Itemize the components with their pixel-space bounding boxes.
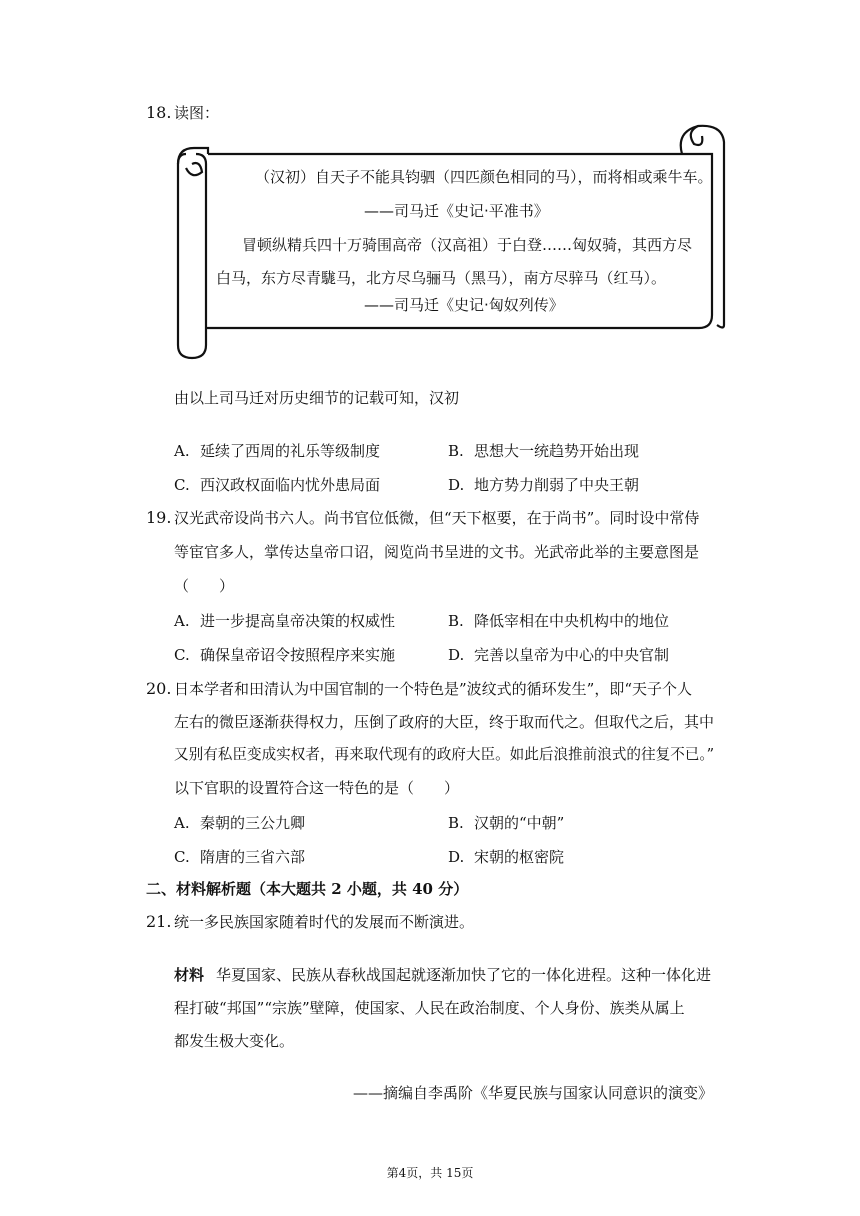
question-19-line-1: 汉光武帝设尚书六人。尚书官位低微，但“天下枢要，在于尚书”。同时设中常侍 — [174, 509, 700, 527]
q18-option-c[interactable] — [174, 474, 380, 495]
question-19-answer-blank: （ ） — [174, 577, 235, 595]
option-label: A. — [174, 612, 190, 630]
option-label: D. — [448, 848, 465, 866]
question-19-line-2: 等宦官多人，掌传达皇帝口诏，阅览尚书呈进的文书。光武帝此举的主要意图是 — [174, 543, 700, 561]
option-label: B. — [448, 442, 464, 460]
q19-option-d[interactable] — [448, 644, 669, 665]
section-heading: 二、材料解析题（本大题共 2 小题，共 40 分） — [146, 880, 469, 898]
option-label: C. — [174, 848, 190, 866]
scroll-line-1: （汉初）自天子不能具钧驷（四匹颜色相同的马），而将相或乘牛车。 — [255, 168, 713, 186]
question-number-20: 20. — [146, 679, 172, 698]
question-18-prompt: 由以上司马迁对历史细节的记载可知，汉初 — [174, 389, 460, 407]
option-text: 西汉政权面临内忧外患局面 — [200, 476, 381, 494]
option-text: 进一步提高皇帝决策的权威性 — [200, 612, 396, 630]
scroll-source-2: ——司马迁《史记·匈奴列传》 — [364, 296, 564, 314]
material-label: 材料 — [174, 966, 205, 984]
q19-option-a[interactable] — [174, 610, 395, 631]
q20-option-b[interactable] — [448, 812, 564, 833]
option-text: 延续了西周的礼乐等级制度 — [200, 442, 381, 460]
option-label: C. — [174, 646, 190, 664]
option-label: B. — [448, 612, 464, 630]
scroll-figure — [172, 120, 732, 360]
q20-option-a[interactable] — [174, 812, 305, 833]
q19-option-c[interactable] — [174, 644, 395, 665]
option-label: C. — [174, 476, 190, 494]
option-label: D. — [448, 476, 465, 494]
option-text: 地方势力削弱了中央王朝 — [474, 476, 640, 494]
option-text: 秦朝的三公九卿 — [200, 814, 306, 832]
q19-option-b[interactable] — [448, 610, 669, 631]
q18-option-a[interactable] — [174, 440, 380, 461]
question-20-line-1: 日本学者和田清认为中国官制的一个特色是”波纹式的循环发生”，即“天子个人 — [174, 680, 693, 698]
question-number-19: 19. — [146, 508, 172, 527]
option-text: 宋朝的枢密院 — [474, 848, 565, 866]
option-text: 降低宰相在中央机构中的地位 — [474, 612, 670, 630]
material-line-2: 程打破“邦国”“宗族”壁障，使国家、人民在政治制度、个人身份、族类从属上 — [174, 999, 685, 1017]
scroll-source-1: ——司马迁《史记·平准书》 — [364, 202, 549, 220]
question-18-stem: 读图： — [174, 104, 220, 122]
question-number-21: 21. — [146, 912, 172, 931]
q18-option-d[interactable] — [448, 474, 639, 495]
question-20-line-4: 以下官职的设置符合这一特色的是（ ） — [174, 779, 460, 797]
scroll-line-3: 白马，东方尽青駹马，北方尽乌骊马（黑马），南方尽骍马（红马）。 — [216, 269, 667, 287]
q20-option-d[interactable] — [448, 846, 564, 867]
option-text: 思想大一统趋势开始出现 — [474, 442, 640, 460]
option-label: D. — [448, 646, 465, 664]
question-20-line-2: 左右的微臣逐渐获得权力，压倒了政府的大臣，终于取而代之。但取代之后，其中 — [174, 713, 715, 731]
material-line-1 — [174, 965, 711, 985]
option-text: 隋唐的三省六部 — [200, 848, 306, 866]
option-text: 确保皇帝诏令按照程序来实施 — [200, 646, 396, 664]
q20-option-c[interactable] — [174, 846, 305, 867]
option-label: A. — [174, 814, 190, 832]
material-source: ——摘编自李禹阶《华夏民族与国家认同意识的演变》 — [353, 1084, 714, 1102]
option-label: A. — [174, 442, 190, 460]
scroll-line-2: 冒顿纵精兵四十万骑围高帝（汉高祖）于白登……匈奴骑，其西方尽 — [242, 236, 693, 254]
question-number-18: 18. — [146, 103, 172, 122]
question-21-stem: 统一多民族国家随着时代的发展而不断演进。 — [174, 913, 475, 931]
option-text: 完善以皇帝为中心的中央官制 — [474, 646, 670, 664]
page-footer: 第4页，共 15页 — [386, 1166, 474, 1180]
option-text: 汉朝的“中朝” — [474, 814, 565, 832]
material-line-3: 都发生极大变化。 — [174, 1032, 295, 1050]
q18-option-b[interactable] — [448, 440, 639, 461]
question-20-line-3: 又别有私臣变成实权者，再来取代现有的政府大臣。如此后浪推前浪式的往复不已。” — [174, 746, 715, 763]
material-text-1: 华夏国家、民族从春秋战国起就逐渐加快了它的一体化进程。这种一体化进 — [216, 966, 712, 984]
option-label: B. — [448, 814, 464, 832]
